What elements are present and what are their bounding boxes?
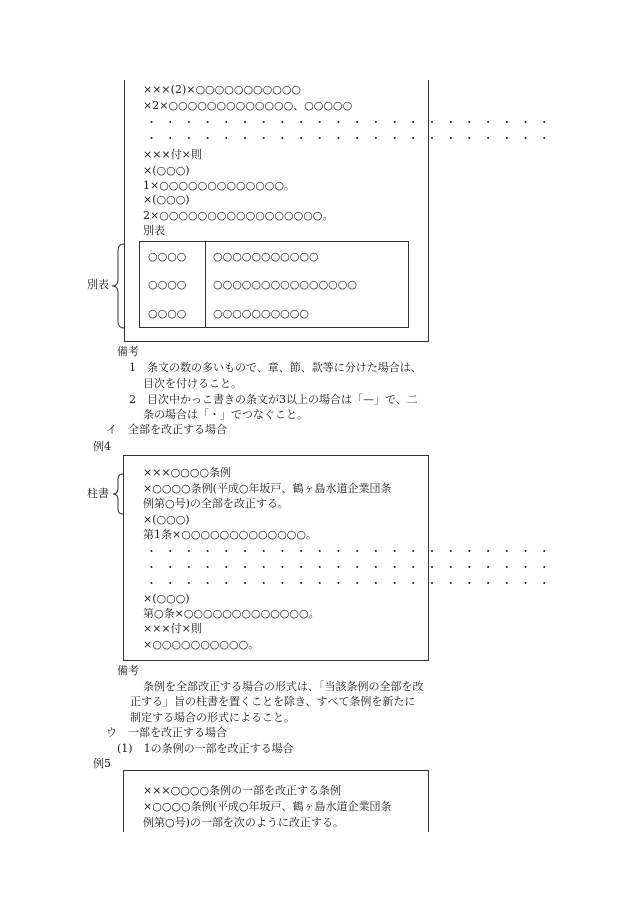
example3-ellipsis-line: ・・・・・・・・・・・・・・・・・・・・・・ xyxy=(146,132,558,145)
example5-line: 例第○号)の一部を次のように改正する。 xyxy=(143,816,344,829)
example5-label: 例5 xyxy=(93,757,111,770)
example3-line: ×(○○○) xyxy=(143,193,190,206)
table-cell-left: ○○○○ xyxy=(148,250,187,263)
example4-line: ×○○○○○○○○○○。 xyxy=(143,638,260,651)
bracket-label-hashiragaki: 柱書 xyxy=(87,487,109,500)
remarks-text: 条例を全部改正する場合の形式は、「当該条例の全部を改 xyxy=(143,680,424,693)
beppyo-table-divider xyxy=(205,241,206,328)
example4-ellipsis-line: ・・・・・・・・・・・・・・・・・・・・・・ xyxy=(146,561,558,574)
example3-line: ×××(2)×○○○○○○○○○○○ xyxy=(143,83,302,96)
example4-line: 第○条×○○○○○○○○○○○○○。 xyxy=(143,607,320,620)
example4-ellipsis-line: ・・・・・・・・・・・・・・・・・・・・・・ xyxy=(146,545,558,558)
example4-line: ×××○○○○条例 xyxy=(143,466,232,479)
example5-frame-top xyxy=(123,770,429,771)
example5-line: ×○○○○条例(平成○年坂戸、鶴ヶ島水道企業団条 xyxy=(143,800,392,813)
table-cell-left: ○○○○ xyxy=(148,278,187,291)
table-cell-right: ○○○○○○○○○○ xyxy=(213,307,309,320)
example3-line: ×(○○○) xyxy=(143,164,190,177)
remarks-item: 1 条文の数の多いもので、章、節、款等に分けた場合は、 xyxy=(129,361,422,374)
table-cell-right: ○○○○○○○○○○○○○○○ xyxy=(213,278,357,291)
remarks-text: 制定する場合の形式によること。 xyxy=(130,711,295,724)
example3-line: 2×○○○○○○○○○○○○○○○○○。 xyxy=(143,209,334,222)
bracket-label-beppyo: 別表 xyxy=(87,278,109,291)
subsection-heading-1: (1) 1の条例の一部を改正する場合 xyxy=(117,742,294,755)
example3-ellipsis-line: ・・・・・・・・・・・・・・・・・・・・・・ xyxy=(146,116,558,129)
example3-line: 1×○○○○○○○○○○○○○。 xyxy=(143,179,295,192)
remarks-item-continuation: 目次を付けること。 xyxy=(143,377,242,390)
table-cell-right: ○○○○○○○○○○○ xyxy=(213,250,319,263)
remarks-item-continuation: 条の場合は「・」でつなぐこと。 xyxy=(143,408,308,421)
example5-frame-left xyxy=(123,770,124,832)
example4-line: 例第○号)の全部を改正する。 xyxy=(143,497,289,510)
remarks-text: 正する」旨の柱書を置くことを除き、すべて条例を新たに xyxy=(130,695,416,708)
table-cell-left: ○○○○ xyxy=(148,307,187,320)
example3-line: ×××付×則 xyxy=(143,148,202,161)
example5-frame-right xyxy=(428,770,429,832)
section-heading-i: イ 全部を改正する場合 xyxy=(106,423,227,436)
example4-ellipsis-line: ・・・・・・・・・・・・・・・・・・・・・・ xyxy=(146,577,558,590)
example4-label: 例4 xyxy=(93,440,111,453)
example4-line: ×(○○○) xyxy=(143,513,190,526)
example4-line: ×○○○○条例(平成○年坂戸、鶴ヶ島水道企業団条 xyxy=(143,482,392,495)
curly-bracket-hashiragaki xyxy=(111,473,125,515)
section-heading-u: ウ 一部を改正する場合 xyxy=(106,726,227,739)
remarks-item: 2 目次中かっこ書きの条文が3以上の場合は「—」で、二 xyxy=(129,393,418,406)
example4-line: 第1条×○○○○○○○○○○○○○。 xyxy=(143,528,317,541)
example5-line: ×××○○○○条例の一部を改正する条例 xyxy=(143,784,342,797)
curly-bracket-beppyo xyxy=(110,243,126,329)
example4-line: ×(○○○) xyxy=(143,592,190,605)
example3-frame-bottom xyxy=(124,341,429,342)
example3-line: ×2×○○○○○○○○○○○○○、○○○○○ xyxy=(143,99,353,112)
remarks-heading: 備考 xyxy=(117,664,139,677)
example3-line: 別表 xyxy=(143,224,165,237)
example4-line: ×××付×則 xyxy=(143,622,202,635)
remarks-heading: 備考 xyxy=(117,345,139,358)
